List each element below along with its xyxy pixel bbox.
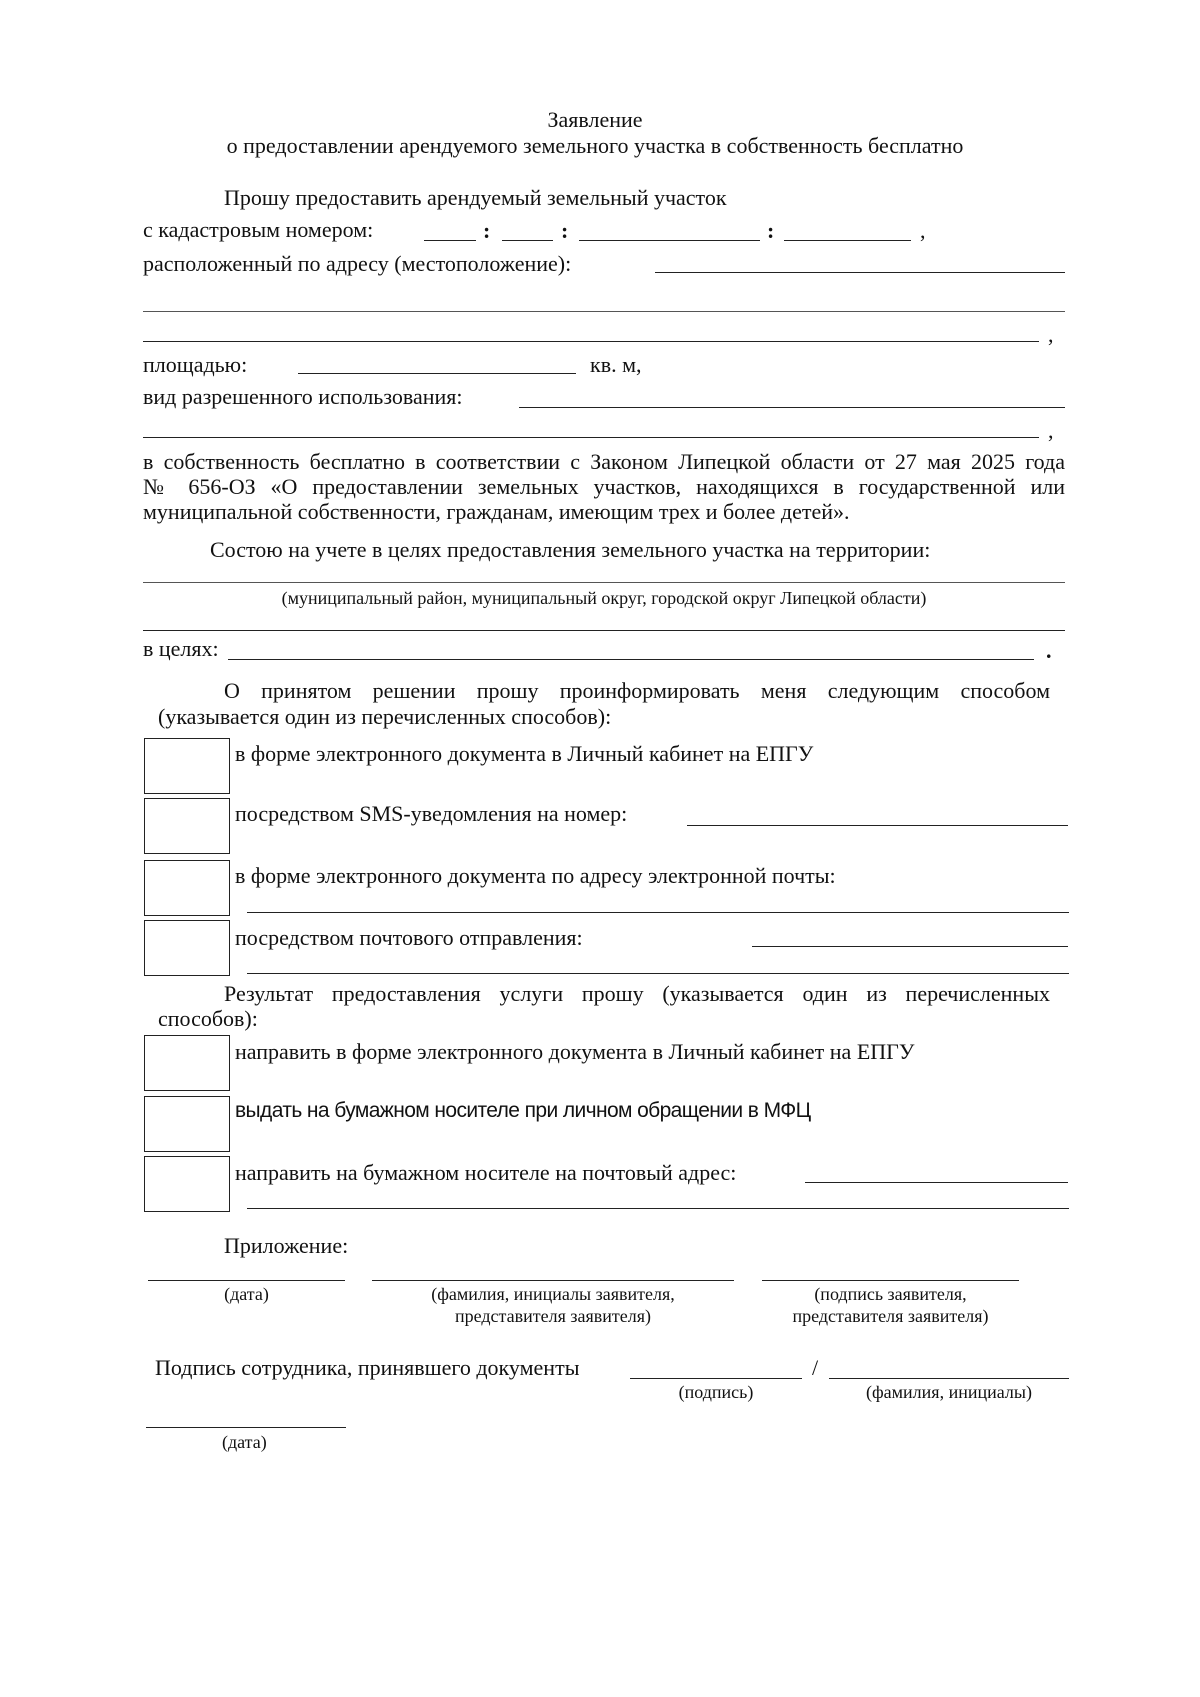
applicant-name-caption-2: представителя заявителя) — [455, 1306, 651, 1326]
applicant-sign-caption-1: (подпись заявителя, — [814, 1284, 967, 1304]
post-address-field-2[interactable] — [247, 973, 1069, 974]
email-field[interactable] — [247, 912, 1069, 913]
cadastral-comma: , — [920, 218, 926, 243]
post-address-field-1[interactable] — [752, 946, 1068, 947]
result-option-post: направить на бумажном носителе на почтовый адрес: — [235, 1160, 737, 1185]
result-checkbox-lk[interactable] — [144, 1035, 230, 1091]
address-label: расположенный по адресу (местоположение): — [143, 251, 572, 276]
staff-slash: / — [812, 1355, 819, 1380]
cadastral-sep-2: : — [561, 218, 569, 243]
result-checkbox-post[interactable] — [144, 1156, 230, 1212]
notify-line-1: О принятом решении прошу проинформировать меня следующим способом — [224, 678, 1050, 703]
registry-text: Состою на учете в целях предоставления земельного участка на территории: — [210, 537, 931, 562]
result-checkbox-mfc[interactable] — [144, 1096, 230, 1152]
use-comma: , — [1048, 418, 1054, 443]
result-post-field-1[interactable] — [805, 1182, 1068, 1183]
result-line-1: Результат предоставления услуги прошу (указывается один из перечисленных — [224, 981, 1050, 1006]
staff-name-field[interactable] — [829, 1378, 1069, 1379]
result-option-lk: направить в форме электронного документа в Личный кабинет на ЕПГУ — [235, 1039, 915, 1064]
notify-option-sms: посредством SMS-уведомления на номер: — [235, 801, 628, 826]
area-unit: кв. м, — [590, 352, 642, 377]
area-label: площадью: — [143, 352, 248, 377]
use-field-2[interactable] — [143, 437, 1039, 438]
cadastral-field-1[interactable] — [424, 240, 476, 241]
address-field-1[interactable] — [655, 272, 1065, 273]
address-comma: , — [1048, 322, 1054, 347]
notify-option-email: в форме электронного документа по адресу электронной почты: — [235, 863, 836, 888]
applicant-date-caption: (дата) — [224, 1284, 269, 1304]
staff-sign-field[interactable] — [630, 1378, 802, 1379]
territory-field[interactable] — [143, 582, 1065, 583]
law-line-1: в собственность бесплатно в соответствии с Законом Липецкой области от 27 мая 2025 года — [143, 449, 1065, 474]
document-title: Заявление — [547, 107, 643, 132]
address-field-2[interactable] — [143, 311, 1065, 312]
staff-date-field[interactable] — [146, 1427, 346, 1428]
staff-signature-label: Подпись сотрудника, принявшего документы — [155, 1355, 580, 1380]
use-field-1[interactable] — [519, 407, 1065, 408]
purpose-period: . — [1046, 638, 1052, 663]
purpose-field[interactable] — [228, 659, 1034, 660]
result-post-field-2[interactable] — [247, 1208, 1069, 1209]
notify-checkbox-sms[interactable] — [144, 798, 230, 854]
notify-option-post: посредством почтового отправления: — [235, 925, 583, 950]
cadastral-field-3[interactable] — [579, 240, 760, 241]
cadastral-field-4[interactable] — [784, 240, 911, 241]
law-line-3: муниципальной собственности, гражданам, имеющим трех и более детей». — [143, 499, 850, 524]
staff-date-caption: (дата) — [222, 1432, 267, 1452]
cadastral-label: с кадастровым номером: — [143, 217, 374, 242]
applicant-name-field[interactable] — [372, 1280, 734, 1281]
applicant-sign-caption-2: представителя заявителя) — [792, 1306, 989, 1326]
notify-checkbox-email[interactable] — [144, 860, 230, 916]
staff-name-caption: (фамилия, инициалы) — [866, 1382, 1032, 1402]
result-line-2: способов): — [158, 1006, 258, 1031]
notify-line-2: (указывается один из перечисленных способов): — [158, 704, 612, 729]
applicant-date-field[interactable] — [148, 1280, 345, 1281]
request-text: Прошу предоставить арендуемый земельный участок — [224, 185, 727, 210]
law-line-2: № 656-ОЗ «О предоставлении земельных участков, находящихся в государственной или — [143, 474, 1065, 499]
cadastral-sep-3: : — [767, 218, 775, 243]
cadastral-field-2[interactable] — [502, 240, 553, 241]
document-subtitle: о предоставлении арендуемого земельного участка в собственность бесплатно — [226, 133, 964, 158]
applicant-name-caption-1: (фамилия, инициалы заявителя, — [431, 1284, 675, 1304]
purpose-label: в целях: — [143, 636, 219, 661]
address-field-3[interactable] — [143, 341, 1039, 342]
notify-option-lk: в форме электронного документа в Личный кабинет на ЕПГУ — [235, 741, 814, 766]
cadastral-sep-1: : — [483, 218, 491, 243]
territory-field-2[interactable] — [143, 630, 1065, 631]
result-option-mfc: выдать на бумажном носителе при личном обращении в МФЦ — [235, 1099, 811, 1122]
notify-checkbox-lk[interactable] — [144, 738, 230, 794]
area-field[interactable] — [298, 373, 576, 374]
sms-number-field[interactable] — [687, 825, 1068, 826]
territory-caption: (муниципальный район, муниципальный округ, городской округ Липецкой области) — [281, 588, 927, 608]
notify-checkbox-post[interactable] — [144, 920, 230, 976]
applicant-sign-field[interactable] — [762, 1280, 1019, 1281]
attachment-label: Приложение: — [224, 1233, 349, 1258]
staff-sign-caption: (подпись) — [678, 1382, 754, 1402]
use-label: вид разрешенного использования: — [143, 384, 463, 409]
